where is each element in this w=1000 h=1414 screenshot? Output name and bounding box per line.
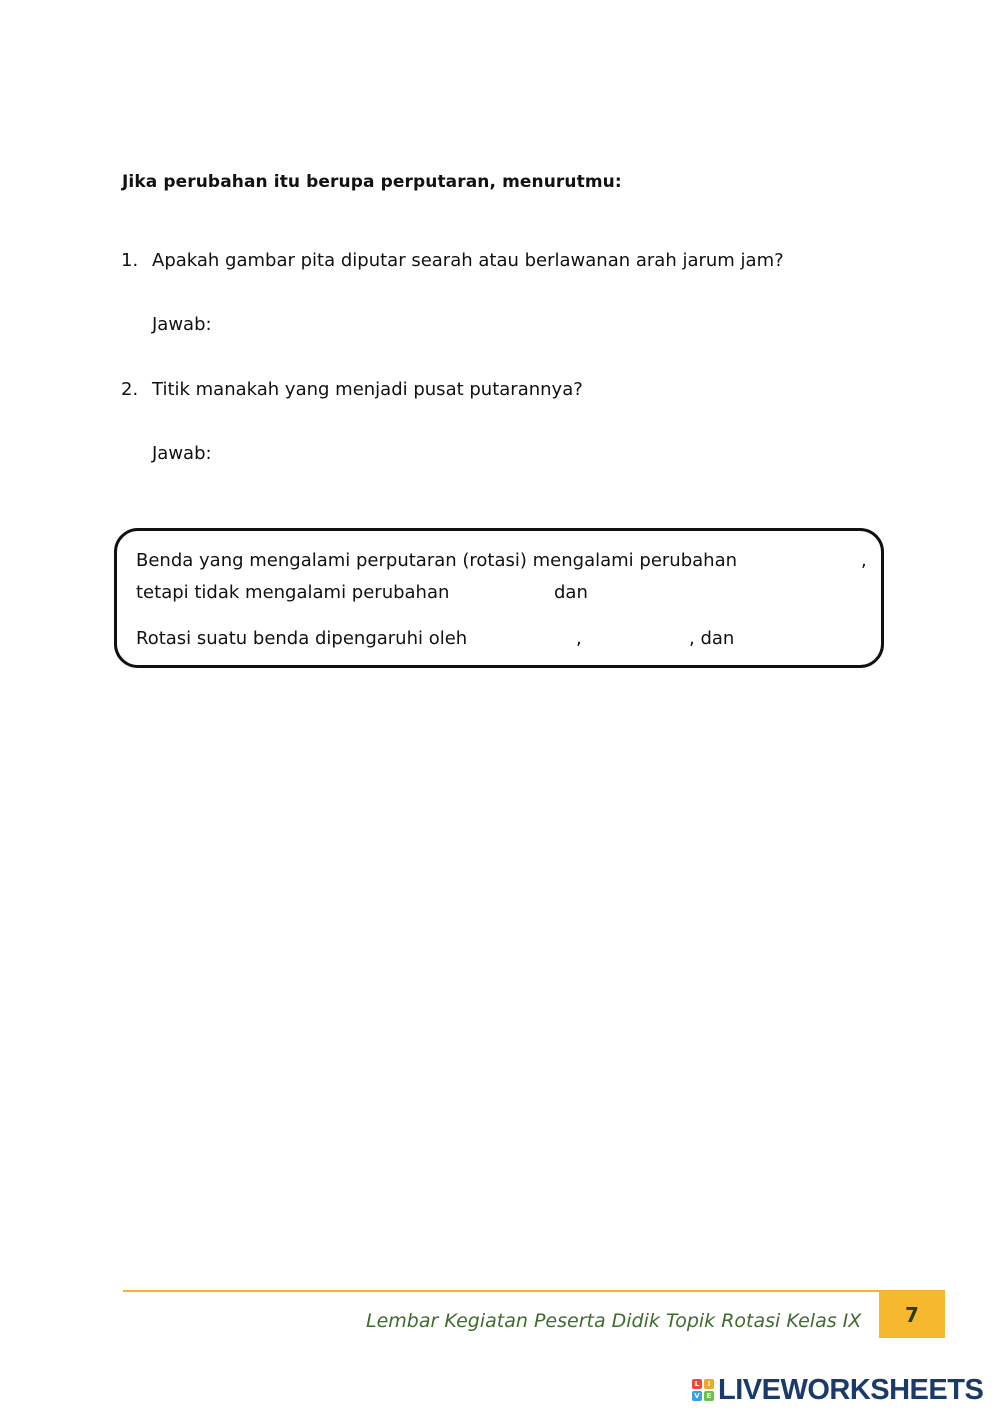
question-2-answer-label: Jawab: — [152, 443, 212, 464]
footer-title: Lembar Kegiatan Peserta Didik Topik Rotasi Kelas IX — [366, 1310, 862, 1332]
footer-divider — [123, 1290, 945, 1292]
page-number: 7 — [905, 1303, 919, 1327]
liveworksheets-brand — [692, 1374, 983, 1406]
logo-tile-v: V — [692, 1391, 702, 1401]
summary-line-3-text: Rotasi suatu benda dipengaruhi oleh — [136, 628, 468, 649]
blank-factor-1[interactable] — [478, 626, 576, 652]
question-2-text: Titik manakah yang menjadi pusat putarannya? — [152, 379, 583, 400]
logo-tile-e: E — [704, 1391, 714, 1401]
summary-line-1-text: Benda yang mengalami perputaran (rotasi) mengalami perubahan — [136, 550, 738, 571]
summary-line-2-text: tetapi tidak mengalami perubahan — [136, 582, 450, 603]
blank-factor-2[interactable] — [586, 626, 690, 652]
question-1-number: 1. — [121, 250, 139, 271]
summary-line-3-dan: , dan — [689, 628, 735, 649]
brand-name: LIVEWORKSHEETS — [718, 1373, 984, 1406]
summary-line-2-dan: dan — [554, 582, 588, 603]
blank-change-type[interactable] — [742, 548, 858, 574]
question-2-number: 2. — [121, 379, 139, 400]
worksheet-heading: Jika perubahan itu berupa perputaran, menurutmu: — [122, 172, 622, 192]
liveworksheets-logo-icon — [692, 1379, 714, 1401]
question-1-text: Apakah gambar pita diputar searah atau berlawanan arah jarum jam? — [152, 250, 784, 271]
question-1-answer-field[interactable] — [222, 312, 866, 340]
blank-factor-3[interactable] — [738, 626, 858, 652]
blank-unchanged-1[interactable] — [456, 580, 552, 606]
logo-tile-i: I — [704, 1379, 714, 1389]
question-2-answer-field[interactable] — [222, 441, 866, 469]
blank-unchanged-2[interactable] — [592, 580, 856, 606]
logo-tile-l: L — [692, 1379, 702, 1389]
question-1-answer-label: Jawab: — [152, 314, 212, 335]
page-number-badge — [879, 1292, 945, 1338]
summary-line-1-comma: , — [861, 550, 867, 571]
summary-line-3-comma: , — [576, 628, 582, 649]
